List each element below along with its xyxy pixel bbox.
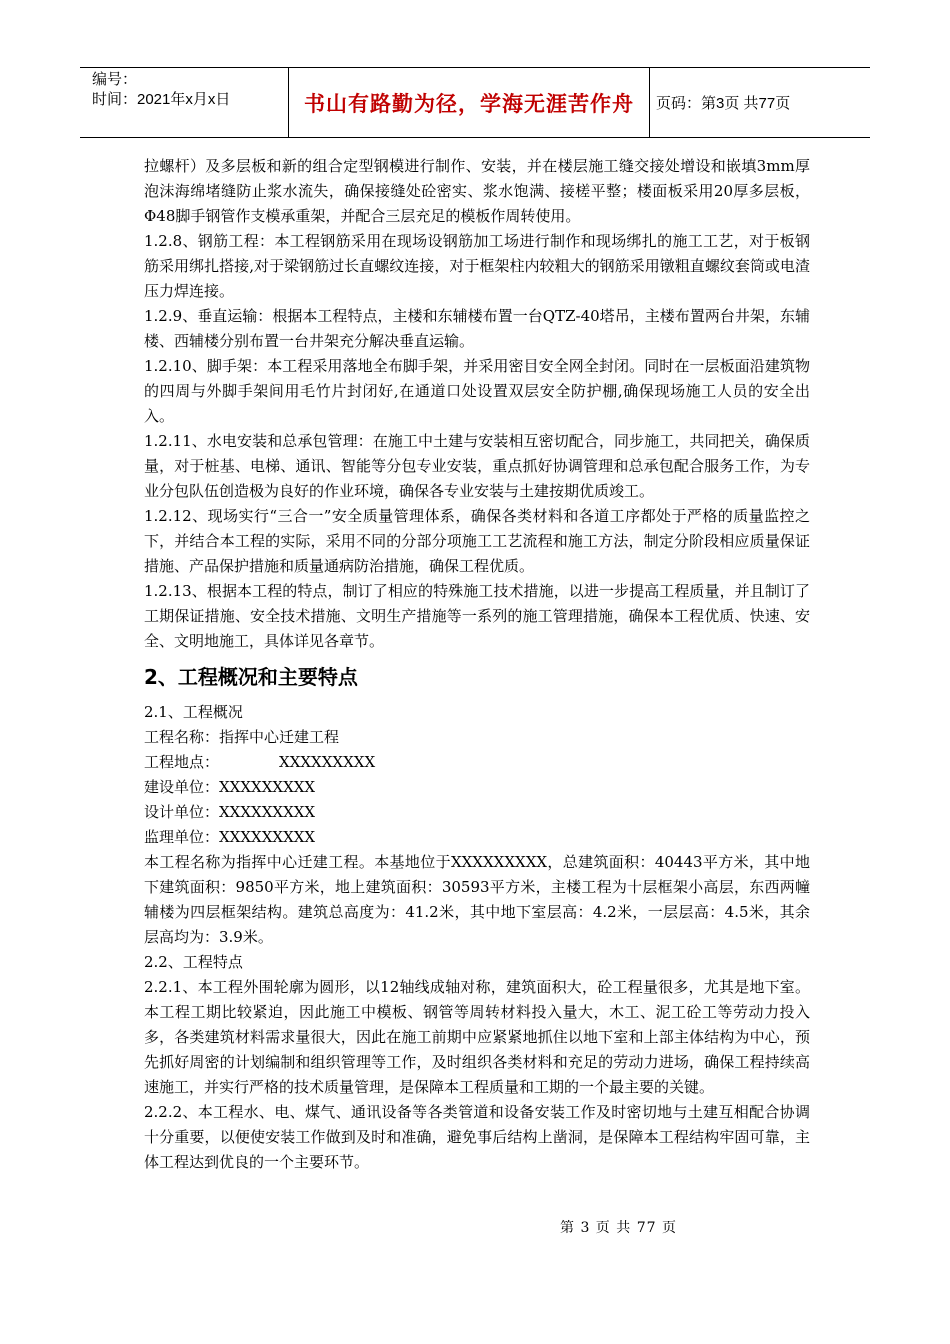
header-motto: 书山有路勤为径，学海无涯苦作舟 — [289, 68, 650, 137]
designer-line: 设计单位：XXXXXXXXX — [144, 803, 316, 821]
feature-paragraph: 2.2.2、本工程水、电、煤气、通讯设备等各类管道和设备安装工作及时密切地与土建互相配合协调十分重要，以便使安装工作做到及时和准确，避免事后结构上凿洞，是保障本工程结构牢固可靠，主体工程达到优良的一个主要环节。 — [144, 1103, 810, 1171]
supervisor-line: 监理单位：XXXXXXXXX — [144, 828, 316, 846]
document-date: 时间：2021年x月x日 — [92, 91, 231, 108]
section-heading: 2、工程概况和主要特点 — [144, 665, 358, 689]
paragraph: 1.2.11、水电安装和总承包管理：在施工中土建与安装相互密切配合，同步施工，共同把关，确保质量，对于桩基、电梯、通讯、智能等分包专业安装，重点抓好协调管理和总承包配合服务工作，为专业分包队伍创造极为良好的作业环境，确保各专业安装与土建按期优质竣工。 — [144, 432, 810, 500]
header-meta — [80, 68, 289, 137]
project-name-line: 工程名称：指挥中心迁建工程 — [144, 728, 340, 746]
project-site-label: 工程地点： — [144, 753, 220, 771]
paragraph: 1.2.12、现场实行“三合一”安全质量管理体系，确保各类材料和各道工序都处于严格的质量监控之下，并结合本工程的实际，采用不同的分部分项施工工艺流程和施工方法，制定分阶段相应质量保证措施、产品保护措施和质量通病防治措施，确保工程优质。 — [144, 507, 810, 575]
paragraph: 1.2.8、钢筋工程：本工程钢筋采用在现场设钢筋加工场进行制作和现场绑扎的施工工艺，对于板钢筋采用绑扎搭接,对于梁钢筋过长直螺纹连接，对于框架柱内较粗大的钢筋采用镦粗直螺纹套筒或电渣压力焊连接。 — [144, 232, 810, 300]
header-page-number: 页码：第3页 共77页 — [656, 95, 791, 112]
subsection-heading: 2.1、工程概况 — [144, 703, 243, 721]
paragraph: 1.2.10、脚手架：本工程采用落地全布脚手架，并采用密目安全网全封闭。同时在一层板面沿建筑物的四周与外脚手架间用毛竹片封闭好,在通道口处设置双层安全防护棚,确保现场施工人员的安全出入。 — [144, 357, 810, 425]
paragraph: 1.2.9、垂直运输：根据本工程特点，主楼和东辅楼布置一台QTZ-40塔吊，主楼布置两台井架，东辅楼、西辅楼分别布置一台井架充分解决垂直运输。 — [144, 307, 810, 350]
document-number-label: 编号： — [92, 71, 138, 88]
page-header — [80, 67, 870, 138]
subsection-heading: 2.2、工程特点 — [144, 953, 243, 971]
project-site-value: XXXXXXXXX — [279, 753, 376, 771]
project-site-line — [144, 750, 810, 775]
builder-line: 建设单位：XXXXXXXXX — [144, 778, 316, 796]
feature-paragraph: 2.2.1、本工程外围轮廓为圆形，以12轴线成轴对称，建筑面积大，砼工程量很多，尤其是地下室。本工程工期比较紧迫，因此施工中模板、钢管等周转材料投入量大，木工、泥工砼工等劳动力投入多，各类建筑材料需求量很大，因此在施工前期中应紧紧地抓住以地下室和上部主体结构为中心，预先抓好周密的计划编制和组织管理等工作，及时组织各类材料和充足的劳动力进场，确保工程持续高速施工，并实行严格的技术质量管理，是保障本工程质量和工期的一个最主要的关键。 — [144, 978, 810, 1096]
overview-paragraph: 本工程名称为指挥中心迁建工程。本基地位于XXXXXXXXX，总建筑面积：40443平方米，其中地下建筑面积：9850平方米，地上建筑面积：30593平方米，主楼工程为十层框架小高层，东西两幢辅楼为四层框架结构。建筑总高度为：41.2米，其中地下室层高：4.2米，一层层高：4.5米，其余层高均为：3.9米。 — [144, 853, 810, 946]
document-body — [144, 154, 810, 1175]
page-footer: 第 3 页 共 77 页 — [560, 1220, 677, 1236]
paragraph: 拉螺杆）及多层板和新的组合定型钢模进行制作、安装，并在楼层施工缝交接处增设和嵌填3mm厚泡沫海绵堵缝防止浆水流失，确保接缝处砼密实、浆水饱满、接槎平整；楼面板采用20厚多层板，Φ48脚手钢管作支模承重架，并配合三层充足的模板作周转使用。 — [144, 157, 810, 225]
paragraph: 1.2.13、根据本工程的特点，制订了相应的特殊施工技术措施，以进一步提高工程质量，并且制订了工期保证措施、安全技术措施、文明生产措施等一系列的施工管理措施，确保本工程优质、快速、安全、文明地施工，具体详见各章节。 — [144, 582, 810, 650]
